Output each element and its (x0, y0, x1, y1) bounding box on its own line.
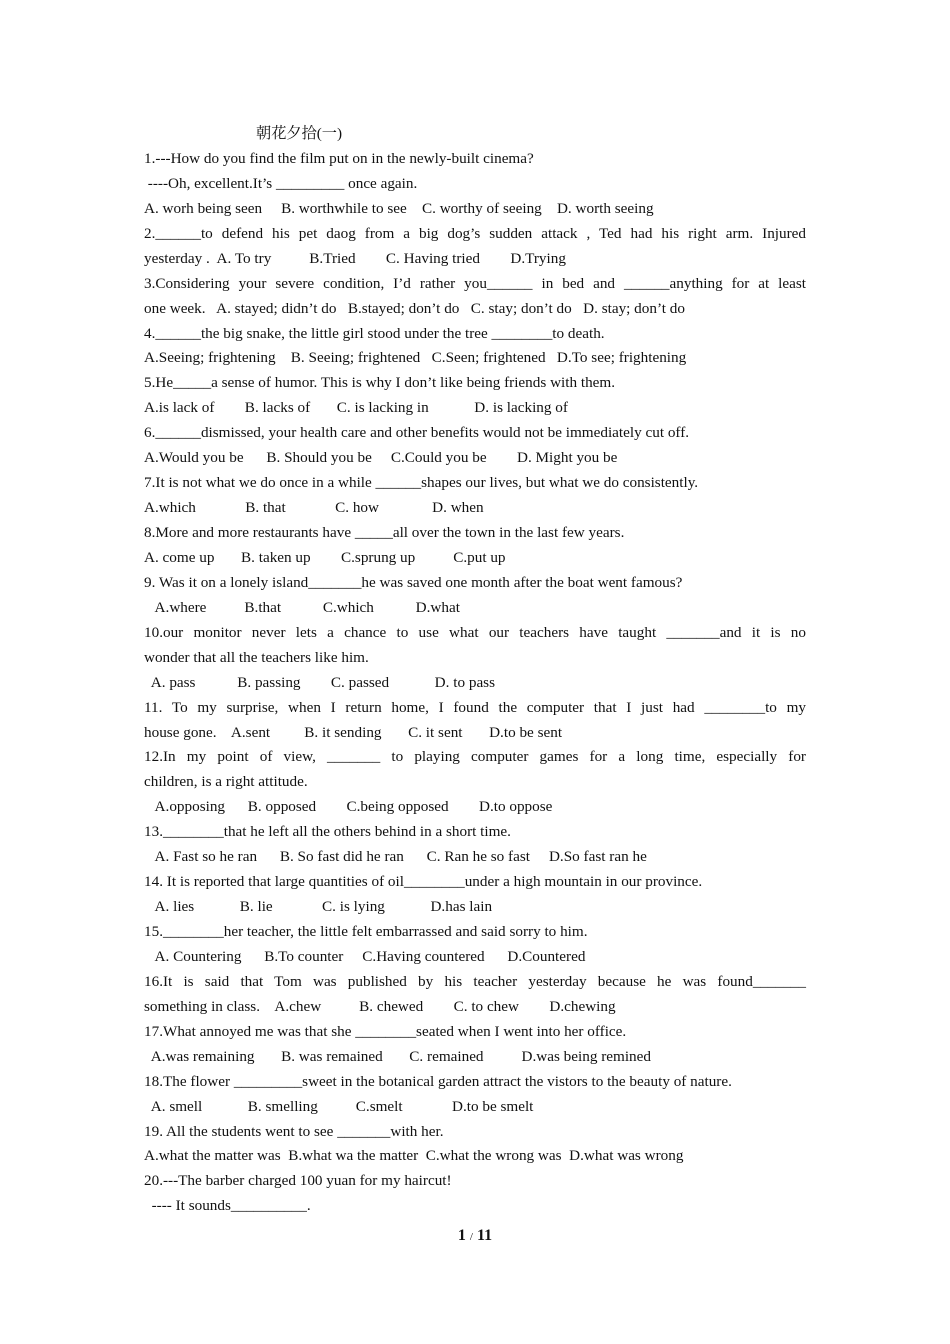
text-line: children, is a right attitude. (144, 773, 308, 791)
text-line: A. Countering B.To counter C.Having countered D.Countered (144, 947, 586, 965)
text-line: A. pass B. passing C. passed D. to pass (144, 673, 496, 691)
text-line: 7.It is not what we do once in a while ______shapes our lives, but what we do consistently. (144, 474, 699, 492)
page-separator: / (469, 1231, 473, 1243)
text-line: A. smell B. smelling C.smelt D.to be smelt (144, 1097, 534, 1115)
text-line: yesterday . A. To try B.Tried C. Having tried D.Trying (144, 249, 566, 267)
text-line: A.opposing B. opposed C.being opposed D.to oppose (144, 798, 553, 816)
page-number (0, 1227, 950, 1245)
text-line: A. come up B. taken up C.sprung up C.put up (144, 548, 506, 566)
page-title: 朝花夕拾(一) (256, 125, 343, 142)
text-line: A.where B.that C.which D.what (144, 598, 460, 616)
text-line: 17.What annoyed me was that she ________seated when I went into her office. (144, 1022, 627, 1040)
text-line: wonder that all the teachers like him. (144, 648, 369, 666)
text-line: A. lies B. lie C. is lying D.has lain (144, 898, 493, 916)
text-line: 13.________that he left all the others behind in a short time. (144, 823, 511, 841)
text-line: 6.______dismissed, your health care and other benefits would not be immediately cut off. (144, 424, 690, 442)
text-line: 5.He_____a sense of humor. This is why I don’t like being friends with them. (144, 374, 616, 392)
text-line: 4.______the big snake, the little girl stood under the tree ________to death. (144, 324, 605, 342)
text-line: something in class. A.chew B. chewed C. to chew D.chewing (144, 997, 616, 1015)
text-line: 19. All the students went to see _______with her. (144, 1122, 444, 1140)
text-line: 20.---The barber charged 100 yuan for my haircut! (144, 1172, 452, 1190)
text-line: house gone. A.sent B. it sending C. it sent D.to be sent (144, 723, 563, 741)
page-current: 1 (457, 1227, 466, 1244)
text-line: ---- It sounds__________. (144, 1197, 311, 1215)
text-line: ----Oh, excellent.It’s _________ once again. (144, 174, 418, 192)
text-line: 18.The flower _________sweet in the botanical garden attract the vistors to the beauty of nature. (144, 1072, 732, 1090)
text-line: 1.---How do you find the film put on in the newly-built cinema? (144, 149, 534, 167)
lines-container (144, 147, 806, 1219)
text-line: 8.More and more restaurants have _____all over the town in the last few years. (144, 524, 625, 541)
text-line: 16.It is said that Tom was published by his teacher yesterday because he was found_______ (144, 972, 806, 990)
text-line: 2.______to defend his pet daog from a big dog’s sudden attack , Ted had his right arm. Injured (144, 224, 806, 242)
text-line: 11. To my surprise, when I return home, I found the computer that I just had ________to my (144, 698, 806, 716)
text-line: A.Seeing; frightening B. Seeing; frightened C.Seen; frightened D.To see; frightening (144, 349, 687, 367)
text-line: A. worh being seen B. worthwhile to see C. worthy of seeing D. worth seeing (144, 199, 654, 217)
text-line: A.which B. that C. how D. when (144, 499, 484, 517)
text-line: A.what the matter was B.what wa the matter C.what the wrong was D.what was wrong (144, 1147, 684, 1165)
page-total: 11 (476, 1227, 493, 1244)
text-line: 3.Considering your severe condition, I’d rather you______ in bed and ______anything for at least (144, 274, 806, 292)
text-line: A.is lack of B. lacks of C. is lacking in D. is lacking of (144, 399, 568, 417)
text-line: 10.our monitor never lets a chance to use what our teachers have taught _______and it is no (144, 623, 806, 641)
text-line: A.Would you be B. Should you be C.Could you be D. Might you be (144, 449, 618, 467)
text-line: 15.________her teacher, the little felt embarrassed and said sorry to him. (144, 923, 588, 940)
text-line: 12.In my point of view, _______ to playing computer games for a long time, especially for (144, 748, 806, 766)
text-line: one week. A. stayed; didn’t do B.stayed; don’t do C. stay; don’t do D. stay; don’t do (144, 299, 685, 317)
question-list (144, 122, 806, 1219)
text-line: A. Fast so he ran B. So fast did he ran C. Ran he so fast D.So fast ran he (144, 848, 647, 866)
text-line: A.was remaining B. was remained C. remained D.was being remined (144, 1047, 651, 1065)
text-line: 14. It is reported that large quantities of oil________under a high mountain in our province. (144, 873, 703, 891)
text-line: 9. Was it on a lonely island_______he was saved one month after the boat went famous? (144, 573, 683, 591)
